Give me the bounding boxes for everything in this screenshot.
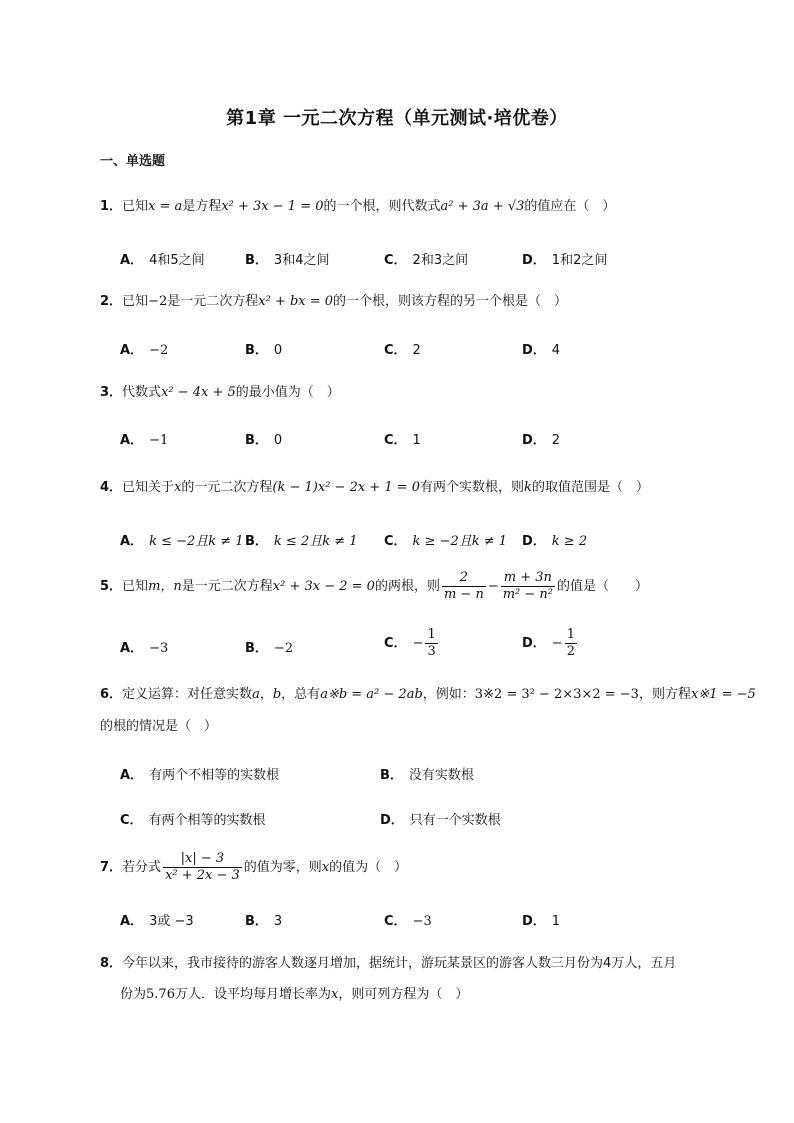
question-number: 3． xyxy=(100,385,123,400)
math-expression: x² + 3x − 2 = 0 xyxy=(272,579,375,594)
option-letter: A． xyxy=(120,534,144,549)
question-text: 代数式 xyxy=(122,385,162,400)
math-expression: x xyxy=(330,987,339,1002)
question-text: ，例如： xyxy=(422,687,475,702)
question-7 xyxy=(100,851,407,884)
fraction xyxy=(163,851,242,884)
question-text: 是方程 xyxy=(182,199,222,214)
question-number: 5． xyxy=(100,579,123,594)
option-letter: B． xyxy=(380,768,403,783)
fraction xyxy=(425,627,437,660)
question-text: 是一元二次方程 xyxy=(167,294,259,309)
option-c xyxy=(384,627,440,660)
option-letter: D． xyxy=(522,343,546,358)
question-text: 的值为零，则 xyxy=(243,860,322,875)
fraction xyxy=(501,570,555,603)
question-8 xyxy=(100,955,676,973)
option-text: −3 xyxy=(149,641,169,656)
option-text: 2和3之间 xyxy=(412,253,469,268)
option-text: 1 xyxy=(412,433,421,448)
option-d xyxy=(522,339,560,358)
option-a xyxy=(120,249,205,268)
question-number: 7． xyxy=(100,860,123,875)
question-text: ， xyxy=(259,687,273,702)
math-expression: x xyxy=(321,860,330,875)
option-b xyxy=(380,764,474,783)
math-expression: 5.76 xyxy=(146,987,175,1002)
option-letter: C． xyxy=(384,433,407,448)
option-b xyxy=(245,530,358,549)
option-letter: C． xyxy=(384,343,407,358)
option-letter: D． xyxy=(380,813,404,828)
option-letter: B． xyxy=(245,253,268,268)
option-text: 4和5之间 xyxy=(149,253,205,268)
fraction-numerator: 1 xyxy=(427,627,436,642)
question-number: 1． xyxy=(100,199,123,214)
option-a xyxy=(120,530,244,549)
option-c xyxy=(384,910,432,929)
question-text: 已知 xyxy=(122,199,149,214)
option-text: 0 xyxy=(273,433,283,448)
question-4 xyxy=(100,479,649,497)
option-text: 只有一个实数根 xyxy=(409,813,501,828)
option-letter: C． xyxy=(384,914,407,929)
option-text: 有两个相等的实数根 xyxy=(148,813,266,828)
math-expression: k xyxy=(524,480,532,495)
question-1 xyxy=(100,198,615,216)
option-letter: A． xyxy=(120,343,144,358)
option-letter: A． xyxy=(120,768,144,783)
math-expression: 3※2 = 3² − 2×3×2 = −3 xyxy=(474,687,639,702)
math-expression: a xyxy=(252,687,260,702)
math-expression: a² + 3a + √3 xyxy=(440,199,525,214)
option-b xyxy=(245,429,282,448)
option-text: −2 xyxy=(273,641,294,656)
option-text: 2 xyxy=(551,433,561,448)
section-heading: 一、单选题 xyxy=(100,154,166,169)
option-b xyxy=(245,339,282,358)
fraction-numerator: m + 3n xyxy=(501,570,555,587)
option-letter: A． xyxy=(120,433,144,448)
question-text: 的取值范围是（ ） xyxy=(531,480,649,495)
fraction xyxy=(565,627,577,660)
question-text: 有两个实数根，则 xyxy=(420,480,525,495)
option-c xyxy=(384,429,421,448)
question-text: ，则可列方程为（ ） xyxy=(338,987,469,1002)
option-letter: B． xyxy=(245,641,268,656)
option-d xyxy=(522,627,579,660)
fraction-numerator: 1 xyxy=(566,627,575,642)
question-text: 的两根，则 xyxy=(374,579,440,594)
minus-sign: − xyxy=(487,579,499,594)
option-a xyxy=(120,339,168,358)
option-letter: C． xyxy=(384,534,407,549)
option-text: 4 xyxy=(551,343,561,358)
question-text: ，总有 xyxy=(281,687,321,702)
question-5 xyxy=(100,570,648,603)
option-letter: B． xyxy=(245,914,268,929)
math-expression: −2 xyxy=(148,294,168,309)
option-letter: D． xyxy=(522,636,546,651)
option-a xyxy=(120,429,168,448)
fraction-denominator: m − n xyxy=(443,587,484,602)
option-c xyxy=(384,249,468,268)
fraction-denominator: 3 xyxy=(427,644,436,659)
option-b xyxy=(245,249,329,268)
option-text: k ≥ −2且k ≠ 1 xyxy=(412,534,508,549)
question-6-line-2: 的根的情况是（ ） xyxy=(100,719,218,734)
question-text: 的值是（ ） xyxy=(557,579,649,594)
question-text: 万人．设平均每月增长率为 xyxy=(174,987,331,1002)
math-expression: x² + 3x − 1 = 0 xyxy=(221,199,324,214)
option-letter: D． xyxy=(522,534,546,549)
option-c xyxy=(120,809,266,828)
question-2 xyxy=(100,293,567,311)
math-expression: (k − 1)x² − 2x + 1 = 0 xyxy=(272,480,421,495)
option-text: k ≤ 2且k ≠ 1 xyxy=(273,534,358,549)
question-number: 4． xyxy=(100,480,123,495)
math-expression: b xyxy=(272,687,282,702)
fraction-numerator: |x| − 3 xyxy=(163,851,242,868)
option-letter: C． xyxy=(120,813,143,828)
option-d xyxy=(522,910,560,929)
option-d xyxy=(380,809,501,828)
option-text: 0 xyxy=(273,343,283,358)
question-text: ，则方程 xyxy=(638,687,691,702)
minus-sign: − xyxy=(551,636,563,651)
option-text: k ≥ 2 xyxy=(551,534,588,549)
question-8-line-2 xyxy=(120,986,468,1004)
option-letter: D． xyxy=(522,433,546,448)
option-text: 1 xyxy=(551,914,561,929)
question-text: 份为 xyxy=(120,987,147,1002)
question-text: 是一元二次方程 xyxy=(181,579,273,594)
option-letter: B． xyxy=(245,433,268,448)
question-text: 的最小值为（ ） xyxy=(235,385,340,400)
option-d xyxy=(522,530,587,549)
option-c xyxy=(384,339,421,358)
question-number: 2． xyxy=(100,294,123,309)
option-a xyxy=(120,637,168,656)
option-text: 没有实数根 xyxy=(408,768,474,783)
option-d xyxy=(522,249,607,268)
option-c xyxy=(384,530,507,549)
question-text: 今年以来，我市接待的游客人数逐月增加，据统计，游玩某景区的游客人数三月份为4万人，五月 xyxy=(122,956,677,971)
question-text: 已知 xyxy=(122,579,149,594)
math-expression: a※b = a² − 2ab xyxy=(320,687,423,702)
question-text: 的值为（ ） xyxy=(329,860,408,875)
option-a xyxy=(120,764,279,783)
question-number: 8． xyxy=(100,956,123,971)
math-expression: x = a xyxy=(148,199,183,214)
option-a xyxy=(120,910,194,929)
option-letter: C． xyxy=(384,253,407,268)
option-text: 3或 −3 xyxy=(149,914,194,929)
option-b xyxy=(245,637,293,656)
option-letter: D． xyxy=(522,914,546,929)
fraction-denominator: x² + 2x − 3 xyxy=(165,868,240,883)
math-expression: x² + bx = 0 xyxy=(258,294,334,309)
question-text: 定义运算：对任意实数 xyxy=(122,687,253,702)
minus-sign: − xyxy=(412,636,424,651)
option-d xyxy=(522,429,560,448)
option-text: k ≤ −2且k ≠ 1 xyxy=(149,534,244,549)
option-text: 有两个不相等的实数根 xyxy=(149,768,280,783)
fraction xyxy=(442,570,486,603)
option-letter: D． xyxy=(522,253,546,268)
question-number: 6． xyxy=(100,687,123,702)
option-text: −2 xyxy=(149,343,169,358)
option-b xyxy=(245,910,282,929)
option-text: −3 xyxy=(412,914,432,929)
option-letter: B． xyxy=(245,343,268,358)
question-text: 的一元二次方程 xyxy=(181,480,273,495)
option-text: 2 xyxy=(412,343,421,358)
page-title: 第1章 一元二次方程（单元测试·培优卷） xyxy=(226,108,568,129)
option-text: 1和2之间 xyxy=(551,253,608,268)
math-expression: x² − 4x + 5 xyxy=(161,385,236,400)
fraction-numerator: 2 xyxy=(442,570,486,587)
option-text: 3和4之间 xyxy=(273,253,330,268)
option-letter: A． xyxy=(120,253,144,268)
option-text: 3 xyxy=(273,914,283,929)
question-text: 已知关于 xyxy=(122,480,175,495)
option-letter: C． xyxy=(384,636,407,651)
option-letter: B． xyxy=(245,534,268,549)
question-text: 若分式 xyxy=(122,860,162,875)
question-text: 的一个根，则该方程的另一个根是（ ） xyxy=(333,294,568,309)
question-6 xyxy=(100,686,756,704)
question-text: 的一个根，则代数式 xyxy=(323,199,441,214)
fraction-denominator: m² − n² xyxy=(502,587,554,602)
math-expression: x※1 = −5 xyxy=(690,687,756,702)
question-text: 已知 xyxy=(122,294,149,309)
fraction-denominator: 2 xyxy=(566,644,575,659)
option-letter: A． xyxy=(120,641,144,656)
option-text: −1 xyxy=(149,433,169,448)
option-letter: A． xyxy=(120,914,144,929)
math-expression: m，n xyxy=(148,579,182,594)
math-expression: x xyxy=(174,480,182,495)
question-3 xyxy=(100,384,340,402)
question-text: 的值应在（ ） xyxy=(524,199,616,214)
